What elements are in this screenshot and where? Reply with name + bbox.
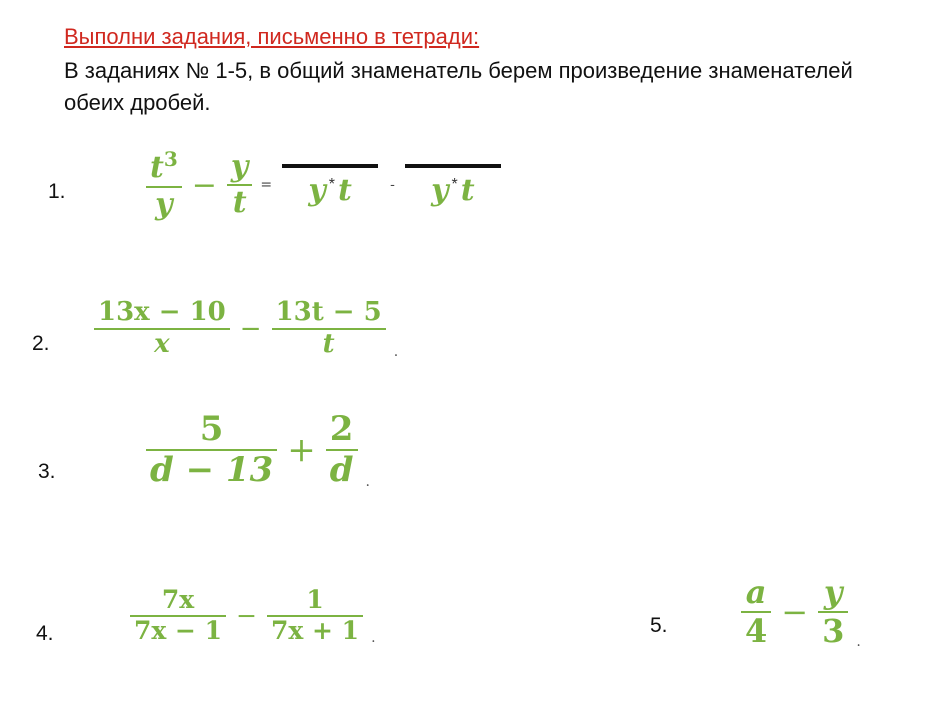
task-3-expression <box>140 410 370 490</box>
task-3-f2-denominator: d <box>329 450 354 491</box>
task-2-f1-denominator: x <box>154 328 170 359</box>
task-1-f2-denominator: t <box>232 185 247 220</box>
task-2-expression <box>88 298 398 360</box>
task-1-blank1-den-b: t <box>338 172 352 208</box>
task-3-period: . <box>365 474 370 491</box>
task-5-operator: − <box>781 592 809 631</box>
task-1-equals: = <box>260 177 273 193</box>
task-5-f2-numerator: y <box>823 573 843 611</box>
task-4-operator: − <box>236 601 258 631</box>
task-1-blank2-den-a: y <box>431 172 449 208</box>
task-2-fraction-2 <box>272 298 386 360</box>
task-3-number: 3. <box>38 460 56 483</box>
task-4-fraction-2 <box>267 586 363 646</box>
task-1-minus-2: - <box>390 177 395 193</box>
task-1-f2-numerator: y <box>230 148 249 184</box>
task-2-f2-denominator: t <box>322 328 335 359</box>
task-5-period: . <box>856 633 861 650</box>
task-2-f1-numerator: 13x − 10 <box>98 297 226 327</box>
task-1-f1-numerator: t <box>150 150 164 185</box>
task-3-operator: + <box>287 430 316 471</box>
task-1-blank1-den-a: y <box>308 172 326 208</box>
task-2-number: 2. <box>32 332 50 355</box>
task-2-period: . <box>393 343 399 360</box>
task-1-answer-fraction-2 <box>405 164 501 207</box>
task-1-blank2-star: * <box>451 175 458 193</box>
task-1-f1-exponent: 3 <box>163 147 178 171</box>
task-2-f2-numerator: 13t − 5 <box>275 297 382 327</box>
task-4-fraction-1 <box>130 586 226 646</box>
task-3-f1-denominator: d − 13 <box>150 450 274 491</box>
task-4-number: 4. <box>36 622 54 645</box>
task-3-fraction-1 <box>146 410 277 490</box>
task-4-period: . <box>371 629 376 646</box>
task-5-f2-denominator: 3 <box>822 611 845 650</box>
task-5-f1-numerator: a <box>745 573 767 611</box>
instructions-heading: Выполни задания, письменно в тетради: <box>64 24 480 49</box>
instructions-line-2: обеих дробей. <box>64 90 211 115</box>
task-3-fraction-2 <box>326 410 358 490</box>
instructions-line-1: В заданиях № 1-5, в общий знаменатель берем произведение знаменателей <box>64 58 853 83</box>
task-3-f2-numerator: 2 <box>329 409 354 449</box>
task-4-f2-numerator: 1 <box>306 585 324 614</box>
task-1-fraction-1 <box>146 148 182 222</box>
task-1-number: 1. <box>48 180 66 203</box>
task-5-number: 5. <box>650 614 668 637</box>
task-2-operator: − <box>239 313 262 344</box>
task-4-f2-denominator: 7x + 1 <box>271 615 360 645</box>
task-1-expression <box>140 148 511 222</box>
task-4-expression <box>124 586 376 646</box>
task-1-answer-fraction-1 <box>282 164 378 207</box>
task-2-fraction-1 <box>94 298 230 360</box>
task-1-f1-denominator: y <box>155 186 173 222</box>
task-1-operator: − <box>191 167 217 203</box>
task-1-fraction-2 <box>227 150 252 221</box>
task-4-f1-denominator: 7x − 1 <box>134 615 223 645</box>
task-5-fraction-1 <box>741 574 771 650</box>
task-1-blank1-star: * <box>328 175 335 193</box>
task-3-f1-numerator: 5 <box>199 409 224 449</box>
task-5-f1-denominator: 4 <box>745 611 768 650</box>
task-5-fraction-2 <box>818 574 848 650</box>
task-4-f1-numerator: 7x <box>161 585 195 614</box>
task-5-expression <box>735 574 861 650</box>
task-1-blank2-den-b: t <box>460 172 475 208</box>
